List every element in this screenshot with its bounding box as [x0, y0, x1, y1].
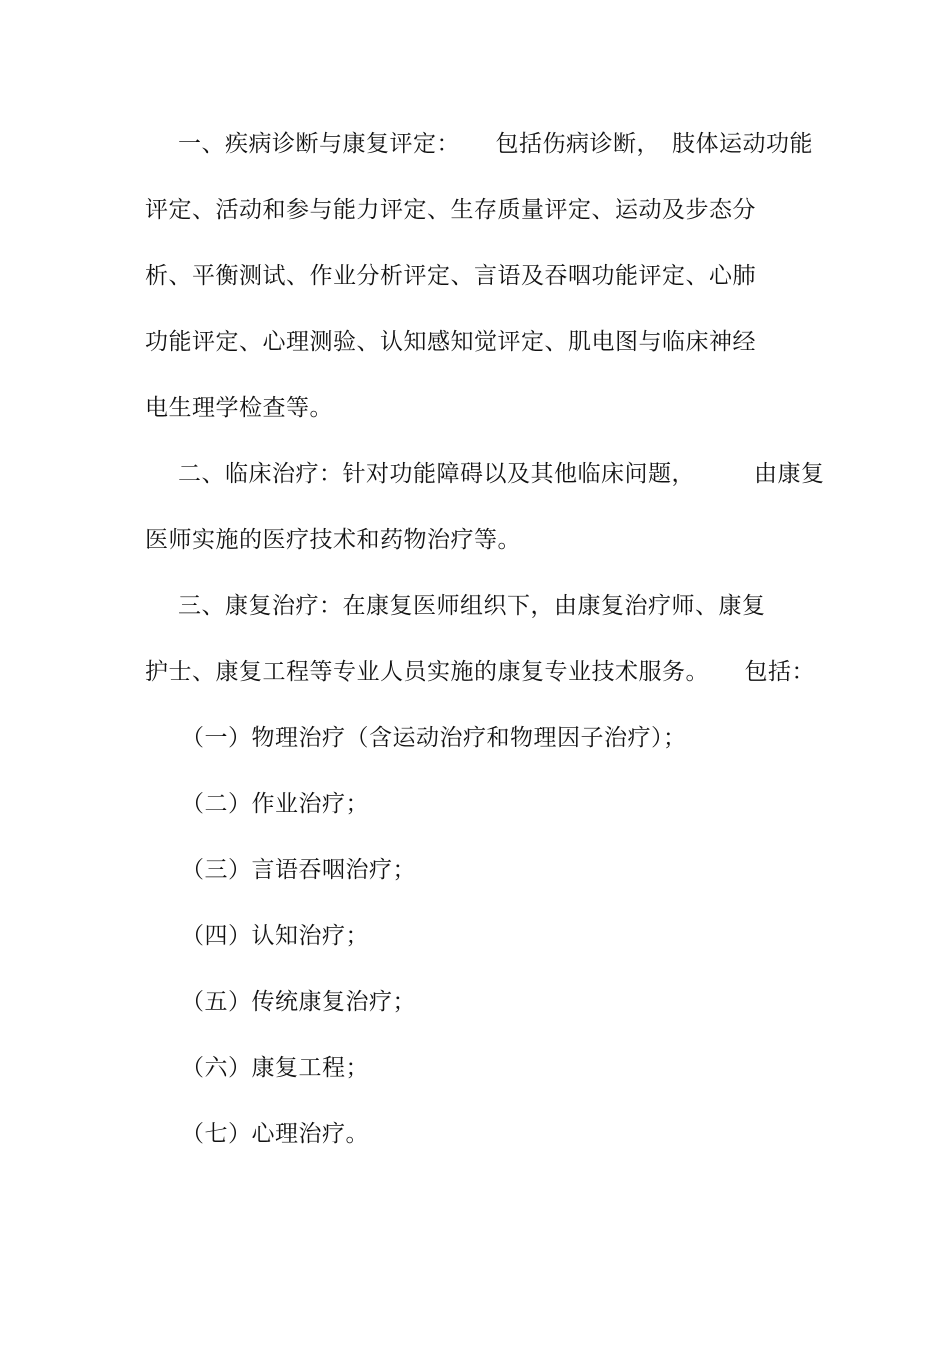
list-item-5: （五）传统康复治疗；	[181, 989, 416, 1015]
list-item-4: （四）认知治疗；	[181, 923, 369, 949]
section1-line-1: 一、疾病诊断与康复评定： 包括伤病诊断， 肢体运动功能	[178, 131, 813, 157]
section3-line-2: 护士、康复工程等专业人员实施的康复专业技术服务。 包括：	[145, 659, 815, 685]
list-item-7: （七）心理治疗。	[181, 1121, 369, 1147]
list-item-1: （一）物理治疗（含运动治疗和物理因子治疗）；	[181, 725, 687, 751]
section1-line-5: 电生理学检查等。	[145, 395, 333, 421]
section1-line-3: 析、平衡测试、作业分析评定、言语及吞咽功能评定、心肺	[145, 263, 756, 289]
section1-line-2: 评定、活动和参与能力评定、生存质量评定、运动及步态分	[145, 197, 756, 223]
section2-line-1: 二、临床治疗：针对功能障碍以及其他临床问题， 由康复	[178, 461, 825, 487]
list-item-6: （六）康复工程；	[181, 1055, 369, 1081]
list-item-2: （二）作业治疗；	[181, 791, 369, 817]
section2-line-2: 医师实施的医疗技术和药物治疗等。	[145, 527, 521, 553]
section1-line-4: 功能评定、心理测验、认知感知觉评定、肌电图与临床神经	[145, 329, 756, 355]
section3-line-1: 三、康复治疗：在康复医师组织下，由康复治疗师、康复	[178, 593, 766, 619]
list-item-3: （三）言语吞咽治疗；	[181, 857, 416, 883]
